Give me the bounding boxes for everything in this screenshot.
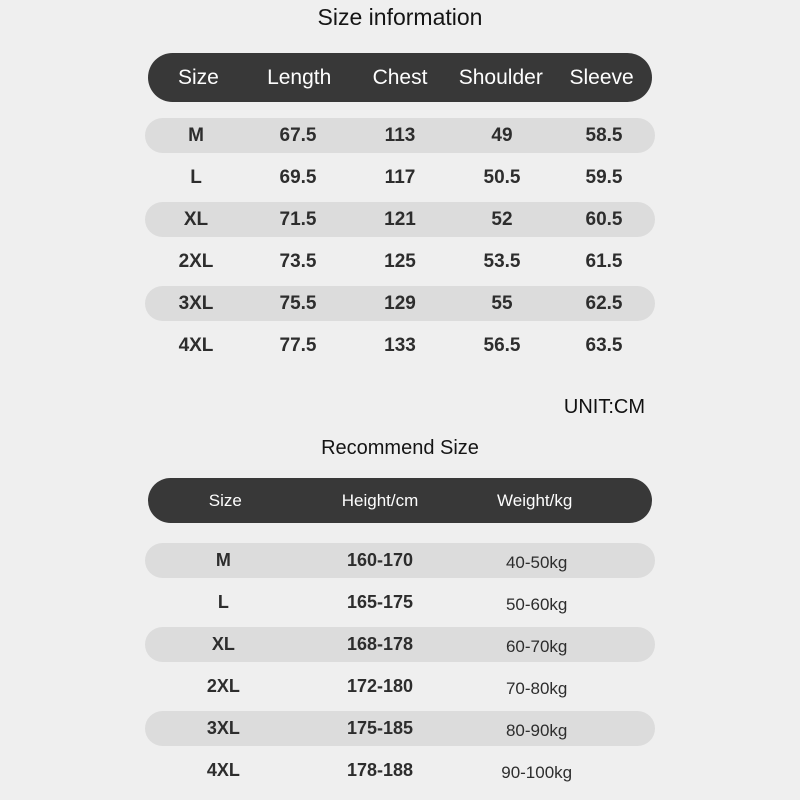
table-row [145, 118, 655, 153]
size-cell: 2XL [206, 676, 240, 696]
size-table-header-sleeve: Sleeve [569, 65, 634, 89]
size-cell: 4XL [178, 334, 214, 356]
length-cell: 77.5 [279, 334, 317, 356]
size-table-header [148, 53, 652, 102]
shoulder-cell: 53.5 [483, 250, 521, 272]
table-row [145, 669, 655, 704]
sleeve-cell: 59.5 [585, 166, 623, 188]
height-cell: 160-170 [346, 550, 414, 570]
size-cell: 4XL [206, 760, 240, 780]
shoulder-cell: 50.5 [483, 166, 521, 188]
size-table-rows [145, 118, 655, 370]
height-cell: 168-178 [346, 634, 414, 654]
length-cell: 73.5 [279, 250, 317, 272]
shoulder-cell: 49 [491, 124, 513, 146]
size-cell: 3XL [206, 718, 240, 738]
shoulder-cell: 55 [491, 292, 513, 314]
table-row [145, 328, 655, 363]
chest-cell: 117 [384, 166, 416, 188]
size-cell: 3XL [178, 292, 214, 314]
size-table-header-length: Length [267, 65, 332, 89]
chest-cell: 113 [384, 124, 416, 146]
table-row [145, 627, 655, 662]
weight-cell: 90-100kg [501, 762, 573, 782]
length-cell: 71.5 [279, 208, 317, 230]
recommend-header-height: Height/cm [341, 490, 419, 510]
table-row [145, 202, 655, 237]
shoulder-cell: 56.5 [483, 334, 521, 356]
height-cell: 165-175 [346, 592, 414, 612]
length-cell: 75.5 [279, 292, 317, 314]
weight-cell: 70-80kg [505, 678, 568, 698]
length-cell: 67.5 [279, 124, 317, 146]
size-table-header-shoulder: Shoulder [458, 65, 543, 89]
weight-cell: 50-60kg [505, 594, 568, 614]
table-row [145, 585, 655, 620]
sleeve-cell: 58.5 [585, 124, 623, 146]
size-cell: M [188, 124, 204, 146]
chest-cell: 133 [384, 334, 416, 356]
chest-cell: 129 [384, 292, 416, 314]
height-cell: 172-180 [346, 676, 414, 696]
size-table-header-size: Size [177, 65, 219, 89]
recommend-header-weight: Weight/kg [497, 490, 573, 510]
table-row [145, 160, 655, 195]
recommend-table-header [148, 478, 652, 523]
table-row [145, 286, 655, 321]
page-title: Size information [317, 4, 483, 30]
chest-cell: 121 [384, 208, 416, 230]
size-cell: XL [211, 634, 235, 654]
size-table-header-chest: Chest [372, 65, 428, 89]
sleeve-cell: 61.5 [585, 250, 623, 272]
recommend-size-title: Recommend Size [321, 437, 479, 459]
table-row [145, 753, 655, 788]
size-cell: XL [183, 208, 209, 230]
height-cell: 178-188 [346, 760, 414, 780]
unit-note: UNIT:CM [563, 396, 645, 418]
height-cell: 175-185 [346, 718, 414, 738]
chest-cell: 125 [384, 250, 416, 272]
size-cell: L [190, 166, 202, 188]
sleeve-cell: 63.5 [585, 334, 623, 356]
table-row [145, 543, 655, 578]
weight-cell: 80-90kg [505, 720, 568, 740]
recommend-header-size: Size [208, 490, 242, 510]
table-row [145, 711, 655, 746]
shoulder-cell: 52 [491, 208, 513, 230]
length-cell: 69.5 [279, 166, 317, 188]
weight-cell: 40-50kg [505, 552, 568, 572]
size-cell: 2XL [178, 250, 214, 272]
recommend-table-rows [145, 543, 655, 795]
size-cell: M [215, 550, 231, 570]
sleeve-cell: 62.5 [585, 292, 623, 314]
size-cell: L [217, 592, 229, 612]
table-row [145, 244, 655, 279]
weight-cell: 60-70kg [505, 636, 568, 656]
sleeve-cell: 60.5 [585, 208, 623, 230]
